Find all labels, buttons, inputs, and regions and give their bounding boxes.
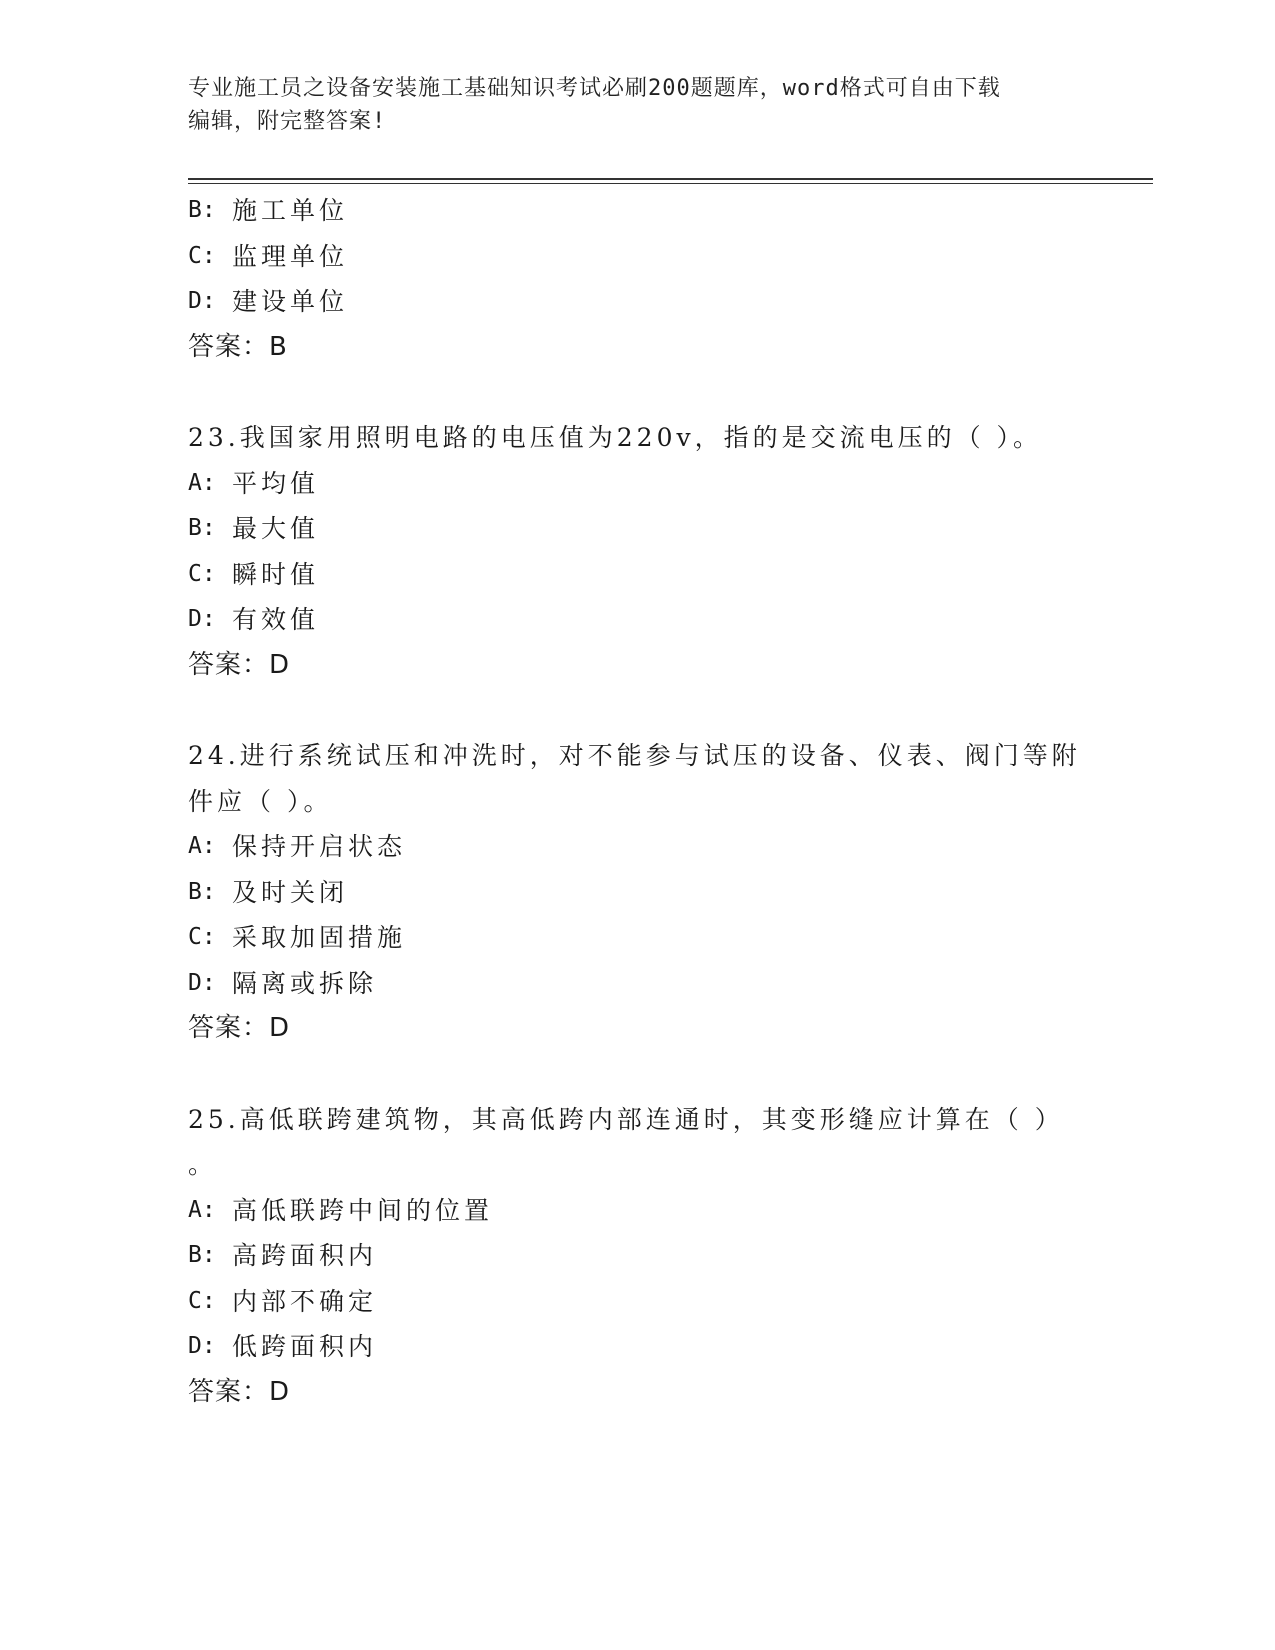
option-text: 内部不确定 bbox=[232, 1286, 378, 1316]
option-a bbox=[188, 461, 1088, 507]
option-a bbox=[188, 824, 1088, 870]
option-text: 隔离或拆除 bbox=[232, 968, 378, 998]
question-text: 23.我国家用照明电路的电压值为220v，指的是交流电压的（ ）。 bbox=[188, 423, 1043, 452]
option-text: 有效值 bbox=[232, 605, 320, 634]
option-letter: B: bbox=[188, 515, 216, 541]
option-text: 高低联跨中间的位置 bbox=[232, 1195, 494, 1225]
spacer bbox=[188, 1052, 1088, 1097]
answer-line: 答案：D bbox=[188, 649, 291, 680]
header-divider-thin bbox=[188, 183, 1153, 184]
option-text: 采取加固措施 bbox=[232, 923, 407, 952]
header-divider-thick bbox=[188, 178, 1153, 180]
option-d bbox=[188, 961, 1088, 1007]
question-text: 24.进行系统试压和冲洗时，对不能参与试压的设备、仪表、阀门等附 bbox=[188, 741, 1081, 770]
question-24 bbox=[188, 733, 1088, 1052]
option-letter: C: bbox=[188, 242, 216, 269]
option-b bbox=[188, 1233, 1088, 1279]
option-c bbox=[188, 915, 1088, 961]
option-letter: D: bbox=[188, 1333, 216, 1359]
option-letter: A: bbox=[188, 1196, 216, 1223]
option-letter: A: bbox=[188, 833, 216, 859]
option-c bbox=[188, 234, 1088, 280]
question-text: 25.高低联跨建筑物，其高低跨内部连通时，其变形缝应计算在（ ） bbox=[188, 1104, 1064, 1134]
option-text: 及时关闭 bbox=[232, 877, 349, 907]
option-d bbox=[188, 1324, 1088, 1370]
option-letter: D: bbox=[188, 606, 216, 632]
option-text: 施工单位 bbox=[232, 196, 349, 225]
answer-line: 答案：D bbox=[188, 1013, 291, 1043]
answer-line: 答案：B bbox=[188, 331, 288, 362]
option-b bbox=[188, 188, 1088, 234]
question-text-continued: 。 bbox=[188, 1150, 218, 1179]
spacer bbox=[188, 370, 1088, 415]
question-text-continued: 件应（ ）。 bbox=[188, 786, 333, 816]
option-text: 建设单位 bbox=[232, 287, 349, 316]
option-a bbox=[188, 1188, 1088, 1234]
option-letter: D: bbox=[188, 288, 216, 314]
option-b bbox=[188, 506, 1088, 552]
option-letter: B: bbox=[188, 878, 216, 905]
option-d bbox=[188, 597, 1088, 643]
question-22-fragment bbox=[188, 188, 1088, 370]
option-text: 保持开启状态 bbox=[232, 832, 407, 861]
option-c bbox=[188, 552, 1088, 598]
option-letter: C: bbox=[188, 560, 216, 587]
option-b bbox=[188, 870, 1088, 916]
option-letter: B: bbox=[188, 197, 216, 223]
option-letter: D: bbox=[188, 969, 216, 996]
question-list bbox=[188, 188, 1088, 1415]
option-text: 监理单位 bbox=[232, 241, 349, 271]
option-text: 瞬时值 bbox=[232, 559, 320, 589]
option-text: 平均值 bbox=[232, 468, 320, 498]
option-letter: C: bbox=[188, 1287, 216, 1314]
option-letter: C: bbox=[188, 924, 216, 950]
question-23 bbox=[188, 415, 1088, 688]
spacer bbox=[188, 688, 1088, 733]
option-text: 高跨面积内 bbox=[232, 1241, 378, 1270]
option-text: 低跨面积内 bbox=[232, 1332, 378, 1361]
option-d bbox=[188, 279, 1088, 325]
option-letter: B: bbox=[188, 1242, 216, 1268]
header-line-1: 专业施工员之设备安装施工基础知识考试必刷200题题库，word格式可自由下载 bbox=[188, 76, 1001, 101]
document-header bbox=[188, 72, 1068, 138]
option-text: 最大值 bbox=[232, 514, 320, 543]
option-letter: A: bbox=[188, 469, 216, 496]
header-line-2: 编辑，附完整答案! bbox=[188, 109, 387, 134]
option-c bbox=[188, 1279, 1088, 1325]
answer-line: 答案：D bbox=[188, 1376, 291, 1407]
question-25 bbox=[188, 1097, 1088, 1416]
